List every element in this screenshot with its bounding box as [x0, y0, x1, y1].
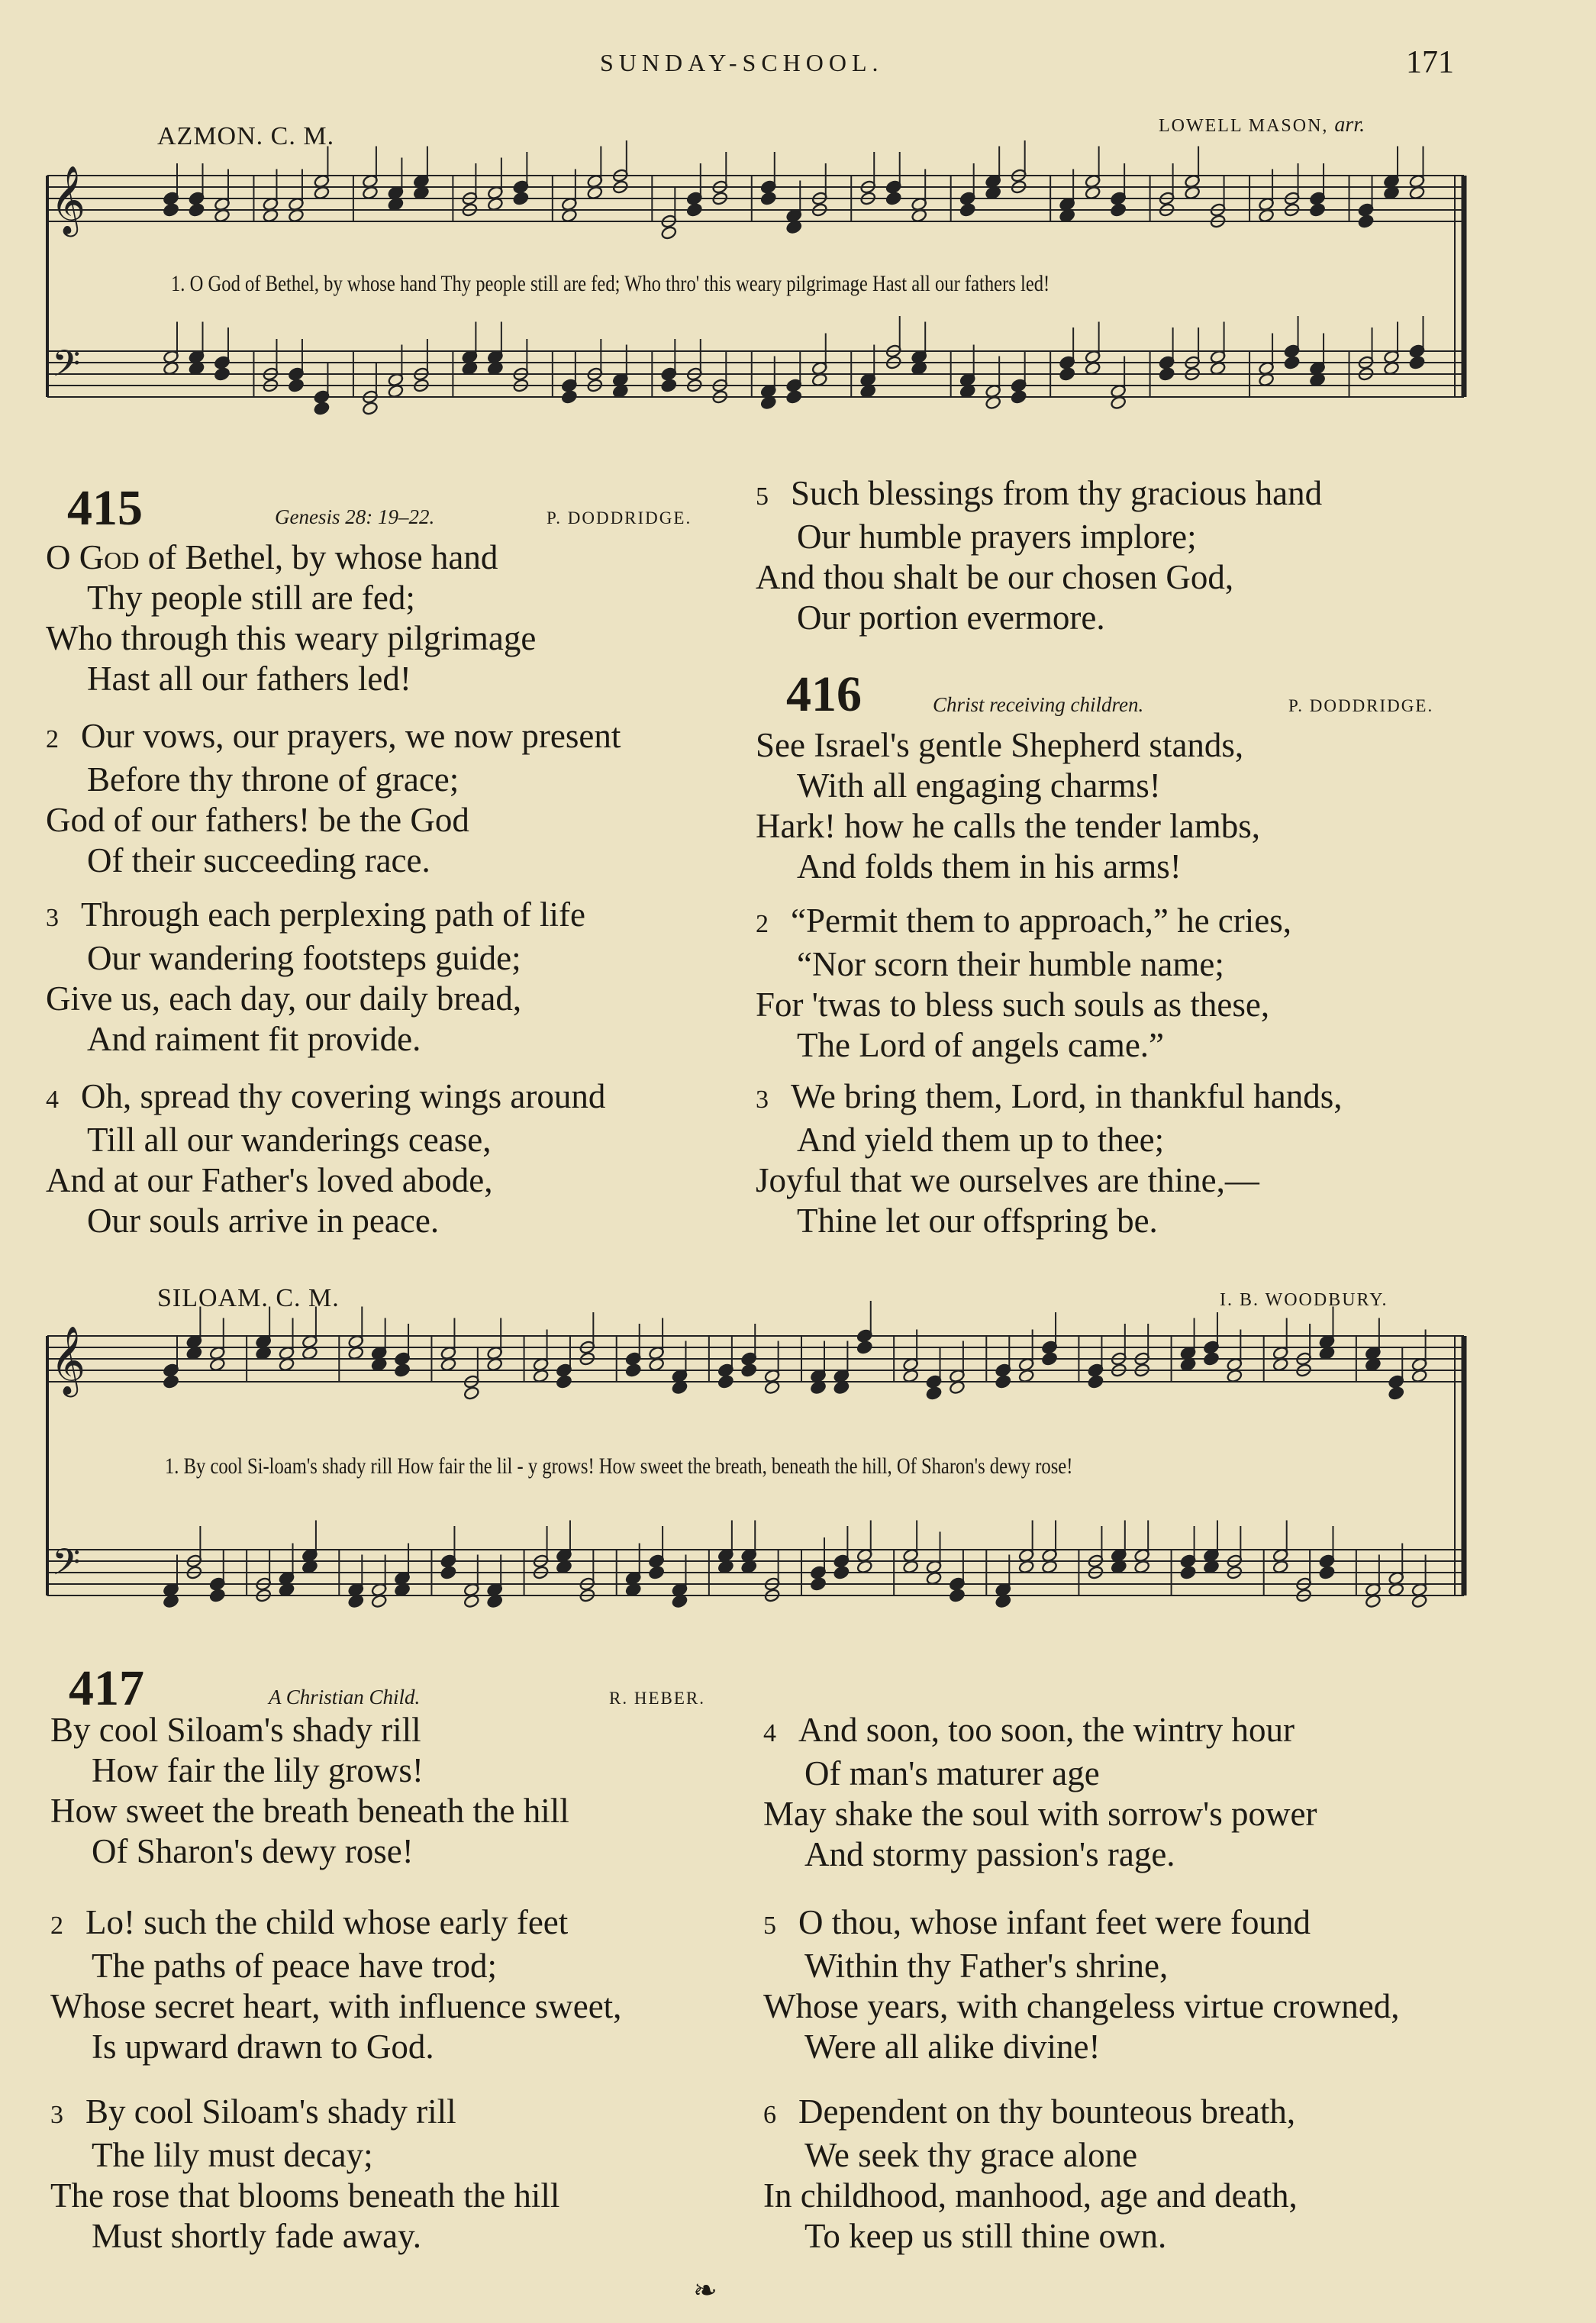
- stanza-line: Hark! how he calls the tender lambs,: [756, 807, 1261, 845]
- hymn-415-header: [67, 479, 739, 536]
- note-head: [740, 1363, 757, 1377]
- verse-number: 3: [50, 2101, 63, 2129]
- stanza-line: The paths of peace have trod;: [92, 1947, 498, 1985]
- stanza-line: In childhood, manhood, age and death,: [763, 2176, 1298, 2215]
- stanza-line: And raiment fit provide.: [87, 1020, 421, 1058]
- note-head: [362, 401, 379, 415]
- lyric-underlay-siloam: 1. By cool Si-loam's shady rill How fair the lil - y grows! How sweet the breath, beneath the hill, Of Sharon's dewy rose!: [165, 1453, 1073, 1479]
- hymn-417-stanza-2: [50, 1902, 621, 2067]
- note-head: [512, 191, 529, 205]
- verse-number: 2: [756, 910, 769, 938]
- note-head: [440, 1565, 457, 1579]
- stanza-line: “Nor scorn their humble name;: [797, 945, 1224, 983]
- hymn-415-stanza-1: [46, 537, 536, 699]
- note-head: [214, 366, 231, 381]
- stanza-line: We bring them, Lord, in thankful hands,: [791, 1077, 1343, 1115]
- note-head: [625, 1363, 642, 1377]
- treble-clef-icon: 𝄞: [50, 1326, 86, 1395]
- note-head: [660, 378, 677, 392]
- stanza-line: Before thy throne of grace;: [87, 760, 459, 799]
- bass-clef-icon: 𝄢: [52, 342, 81, 394]
- page-number: 171: [1406, 45, 1454, 80]
- hymn-416-stanza-1: [756, 725, 1260, 887]
- stanza-line: Through each perplexing path of life: [81, 895, 586, 934]
- note-head: [1203, 1351, 1220, 1366]
- lyric-underlay-azmon: 1. O God of Bethel, by whose hand Thy people still are fed; Who thro' this weary pilgrimage Hast all our fathers led!: [171, 271, 1050, 296]
- hymn-417-stanza-4: [763, 1710, 1317, 1875]
- stanza-line: And thou shalt be our chosen God,: [756, 558, 1234, 596]
- note-head: [561, 389, 578, 404]
- stanza-line: See Israel's gentle Shepherd stands,: [756, 726, 1244, 764]
- stanza-line: Hast all our fathers led!: [87, 660, 411, 698]
- stanza-line: May shake the soul with sorrow's power: [763, 1795, 1317, 1833]
- stanza-line: Our humble prayers implore;: [797, 518, 1197, 556]
- note-head: [785, 389, 802, 404]
- stanza-line: How fair the lily grows!: [92, 1751, 424, 1789]
- note-head: [760, 191, 777, 205]
- hymn-scripture: Genesis 28: 19–22.: [275, 505, 435, 528]
- note-head: [1309, 202, 1326, 217]
- stanza-line: Who through this weary pilgrimage: [46, 619, 537, 657]
- note-head: [648, 1565, 665, 1579]
- stanza-line: For 'twas to bless such souls as these,: [756, 986, 1270, 1024]
- hymn-415-stanza-2: [46, 716, 621, 881]
- hymn-number: 415: [67, 480, 143, 536]
- stanza-line: Lo! such the child whose early feet: [85, 1903, 569, 1941]
- composer-suffix: arr.: [1334, 113, 1365, 137]
- stanza-line: And stormy passion's rage.: [804, 1835, 1175, 1873]
- note-head: [856, 1340, 873, 1354]
- note-head: [660, 225, 677, 240]
- note-head: [1358, 214, 1375, 228]
- note-head: [686, 202, 703, 217]
- stanza-line: Our portion evermore.: [797, 598, 1105, 637]
- note-head: [1011, 389, 1027, 404]
- stanza-line: Give us, each day, our daily bread,: [46, 979, 522, 1018]
- stanza-line: Whose secret heart, with influence sweet,: [50, 1987, 622, 2025]
- tailpiece-ornament: ❧: [693, 2273, 717, 2307]
- hymn-number: 416: [786, 666, 862, 722]
- bass-clef-icon: 𝄢: [52, 1541, 81, 1592]
- stanza-line: Must shortly fade away.: [92, 2217, 421, 2255]
- note-head: [949, 1588, 966, 1602]
- treble-clef-icon: 𝄞: [50, 166, 86, 234]
- note-head: [1409, 355, 1426, 369]
- hymn-415-stanza-3: [46, 895, 585, 1060]
- note-head: [163, 1374, 179, 1389]
- verse-number: 4: [763, 1719, 776, 1747]
- verse-number: 5: [756, 482, 769, 511]
- note-head: [394, 1363, 411, 1377]
- note-head: [1088, 1374, 1104, 1389]
- stanza-line: The lily must decay;: [92, 2136, 373, 2174]
- stanza-line: “Permit them to approach,” he cries,: [791, 902, 1291, 940]
- note-head: [1159, 366, 1175, 381]
- stanza-line: Oh, spread thy covering wings around: [81, 1077, 606, 1115]
- stanza-line: Dependent on thy bounteous breath,: [798, 2092, 1296, 2131]
- stanza-line: We seek thy grace alone: [804, 2136, 1138, 2174]
- stanza-line: Within thy Father's shrine,: [804, 1947, 1169, 1985]
- running-head: [0, 44, 1596, 82]
- stanza-line: Of their succeeding race.: [87, 841, 430, 879]
- stanza-line: With all engaging charms!: [797, 766, 1161, 805]
- note-head: [288, 378, 305, 392]
- note-head: [1284, 355, 1301, 369]
- note-head: [833, 1565, 850, 1579]
- music-score-siloam: [0, 1298, 1596, 1664]
- music-score-azmon: [0, 137, 1596, 458]
- stanza-line: How sweet the breath beneath the hill: [50, 1792, 569, 1830]
- stanza-line: Such blessings from thy gracious hand: [791, 474, 1323, 512]
- hymn-author: P. DODDRIDGE.: [547, 508, 692, 528]
- hymn-417-stanza-3: [50, 2092, 559, 2257]
- note-head: [209, 1588, 226, 1602]
- stanza-line: Our vows, our prayers, we now present: [81, 717, 621, 755]
- stanza-line: Were all alike divine!: [804, 2028, 1101, 2066]
- note-head: [1388, 1386, 1404, 1400]
- note-head: [314, 401, 330, 415]
- stanza-line: Thine let our offspring be.: [797, 1202, 1158, 1240]
- note-head: [1059, 366, 1075, 381]
- stanza-line: And soon, too soon, the wintry hour: [798, 1711, 1295, 1749]
- hymn-417-stanza-5: [763, 1902, 1399, 2067]
- stanza-line: God of our fathers! be the God: [46, 801, 469, 839]
- stanza-line: The rose that blooms beneath the hill: [50, 2176, 560, 2215]
- tune-name-azmon: AZMON. C. M.: [157, 122, 335, 150]
- verse-number: 6: [763, 2101, 776, 2129]
- hymn-417-header: [69, 1660, 756, 1716]
- note-head: [463, 1386, 480, 1400]
- hymn-417-stanza-1: [50, 1710, 569, 1872]
- running-title: SUNDAY-SCHOOL.: [600, 49, 884, 76]
- hymn-417-stanza-6: [763, 2092, 1298, 2257]
- hymn-scripture: A Christian Child.: [269, 1686, 421, 1708]
- note-head: [885, 191, 902, 205]
- note-head: [1110, 202, 1127, 217]
- stanza-line: Is upward drawn to God.: [92, 2028, 434, 2066]
- stanza-line: Whose years, with changeless virtue crowned,: [763, 1987, 1400, 2025]
- stanza-line: Of Sharon's dewy rose!: [92, 1832, 414, 1870]
- stanza-line: And yield them up to thee;: [797, 1121, 1165, 1159]
- hymn-415-stanza-5: [756, 473, 1322, 638]
- note-head: [810, 1576, 827, 1591]
- hymn-scripture: Christ receiving children.: [933, 693, 1144, 716]
- hymn-number: 417: [69, 1660, 144, 1716]
- hymn-415-stanza-4: [46, 1076, 605, 1241]
- stanza-line: Joyful that we ourselves are thine,—: [756, 1161, 1259, 1199]
- stanza-line: Of man's maturer age: [804, 1754, 1100, 1792]
- hymn-author: P. DODDRIDGE.: [1288, 696, 1434, 715]
- stanza-line: Our souls arrive in peace.: [87, 1202, 440, 1240]
- stanza-line: Thy people still are fed;: [87, 579, 415, 617]
- note-head: [717, 1374, 734, 1389]
- hymn-416-header: [786, 666, 1549, 722]
- note-head: [556, 1374, 572, 1389]
- hymn-416-stanza-2: [756, 901, 1291, 1066]
- stanza-line: And at our Father's loved abode,: [46, 1161, 493, 1199]
- tune-composer-azmon: [1159, 113, 1365, 137]
- note-head: [1319, 1565, 1336, 1579]
- stanza-line: Our wandering footsteps guide;: [87, 939, 521, 977]
- verse-number: 5: [763, 1912, 776, 1940]
- composer-name: LOWELL MASON,: [1159, 116, 1329, 136]
- verse-number: 4: [46, 1086, 59, 1114]
- verse-number: 2: [46, 725, 59, 753]
- tune-name-siloam: SILOAM. C. M.: [157, 1284, 340, 1312]
- hymn-author: R. HEBER.: [609, 1689, 705, 1708]
- note-head: [189, 202, 205, 217]
- note-head: [1041, 1351, 1058, 1366]
- note-head: [1180, 1565, 1197, 1579]
- verse-number: 2: [50, 1912, 63, 1940]
- tune-composer-siloam: I. B. WOODBURY.: [1220, 1290, 1388, 1310]
- note-head: [995, 1374, 1011, 1389]
- note-head: [959, 202, 976, 217]
- note-head: [926, 1386, 943, 1400]
- stanza-line: By cool Siloam's shady rill: [50, 1711, 421, 1749]
- verse-number: 3: [46, 904, 59, 932]
- verse-number: 3: [756, 1086, 769, 1114]
- hymn-416-stanza-3: [756, 1076, 1342, 1241]
- stanza-line: Till all our wanderings cease,: [87, 1121, 492, 1159]
- stanza-line: O thou, whose infant feet were found: [798, 1903, 1311, 1941]
- stanza-first-word: God: [79, 538, 140, 576]
- stanza-line: The Lord of angels came.”: [797, 1026, 1165, 1064]
- stanza-line: O God of Bethel, by whose hand: [46, 538, 498, 576]
- stanza-line: By cool Siloam's shady rill: [85, 2092, 456, 2131]
- note-head: [163, 202, 179, 217]
- stanza-line: And folds them in his arms!: [797, 847, 1182, 886]
- stanza-line: To keep us still thine own.: [804, 2217, 1167, 2255]
